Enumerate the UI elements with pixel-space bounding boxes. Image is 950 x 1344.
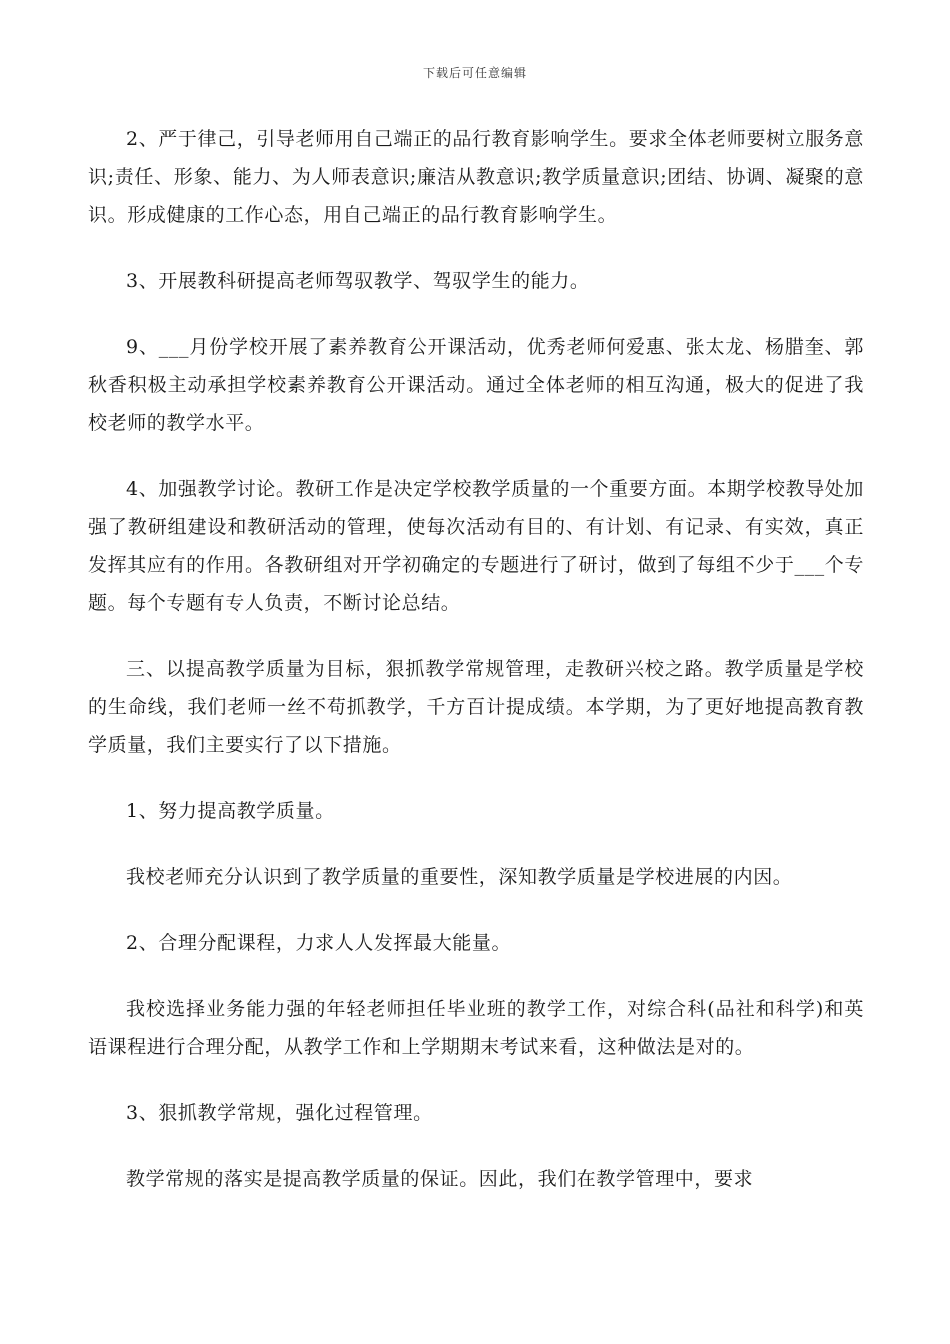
paragraph: 我校老师充分认识到了教学质量的重要性，深知教学质量是学校进展的内因。 (126, 866, 793, 888)
paragraph: 三、以提高教学质量为目标，狠抓教学常规管理，走教研兴校之路。教学质量是学校的生命线，我们老师一丝不苟抓教学，千方百计提成绩。本学期，为了更好地提高教育教学质量，我们主要实行了以下措施。 (88, 658, 864, 756)
page-header: 下载后可任意编辑 (422, 66, 527, 80)
paragraph: 教学常规的落实是提高教学质量的保证。因此，我们在教学管理中，要求 (126, 1168, 754, 1190)
paragraph: 1、努力提高教学质量。 (126, 800, 335, 822)
paragraph: 我校选择业务能力强的年轻老师担任毕业班的教学工作，对综合科(品社和科学)和英语课程进行合理分配，从教学工作和上学期期末考试来看，这种做法是对的。 (88, 998, 864, 1058)
paragraph: 9、___月份学校开展了素养教育公开课活动，优秀老师何爱惠、张太龙、杨腊奎、郭秋香积极主动承担学校素养教育公开课活动。通过全体老师的相互沟通，极大的促进了我校老师的教学水平。 (88, 336, 864, 434)
paragraph: 3、狠抓教学常规，强化过程管理。 (126, 1102, 433, 1124)
paragraph: 4、加强教学讨论。教研工作是决定学校教学质量的一个重要方面。本期学校教导处加强了教研组建设和教研活动的管理，使每次活动有目的、有计划、有记录、有实效，真正发挥其应有的作用。各教研组对开学初确定的专题进行了研讨，做到了每组不少于___个专题。每个专题有专人负责，不断讨论总结。 (88, 478, 864, 614)
paragraph: 2、合理分配课程，力求人人发挥最大能量。 (126, 932, 512, 954)
paragraph: 2、严于律己，引导老师用自己端正的品行教育影响学生。要求全体老师要树立服务意识;责任、形象、能力、为人师表意识;廉洁从教意识;教学质量意识;团结、协调、凝聚的意识。形成健康的工作心态，用自己端正的品行教育影响学生。 (88, 128, 864, 226)
document-body (88, 120, 864, 1226)
paragraph: 3、开展教科研提高老师驾驭教学、驾驭学生的能力。 (126, 270, 590, 292)
